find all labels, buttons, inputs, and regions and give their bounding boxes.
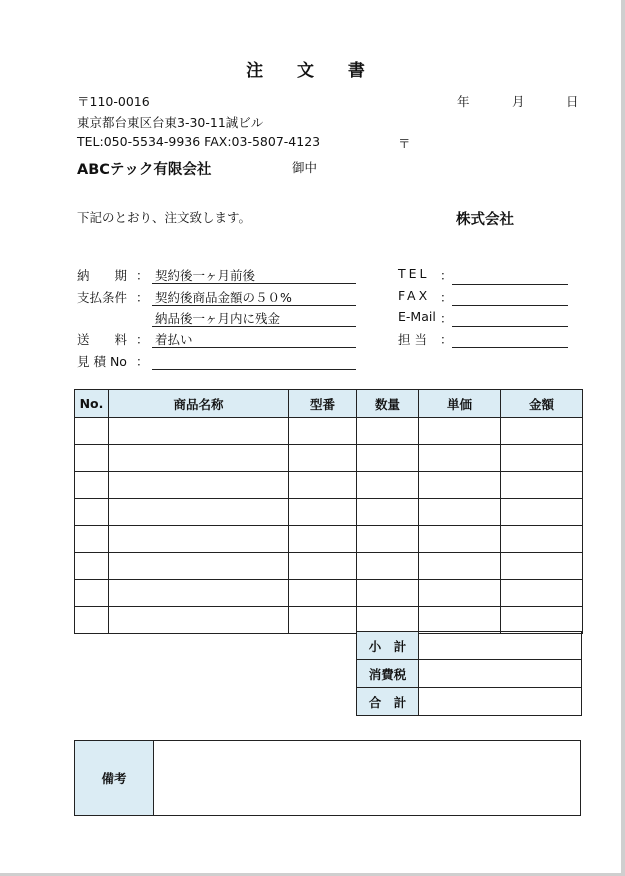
page-edge-right <box>621 0 625 876</box>
order-table-header <box>75 390 583 418</box>
cell-amount[interactable] <box>501 445 583 472</box>
cell-product-name[interactable] <box>109 580 289 607</box>
order-table-body <box>75 418 583 634</box>
email-underline <box>452 326 568 327</box>
table-row <box>75 526 583 553</box>
cell-product-name[interactable] <box>109 418 289 445</box>
cell-model-number[interactable] <box>289 499 357 526</box>
cell-product-name[interactable] <box>109 445 289 472</box>
cell-amount[interactable] <box>501 499 583 526</box>
cell-amount[interactable] <box>501 580 583 607</box>
shipping-colon: ： <box>136 332 149 347</box>
tel-colon: ： <box>440 268 453 283</box>
cell-unit-price[interactable] <box>419 553 501 580</box>
header-unit-price: 単価 <box>419 390 501 418</box>
cell-amount[interactable] <box>501 553 583 580</box>
table-row <box>75 580 583 607</box>
cell-no[interactable] <box>75 472 109 499</box>
cell-product-name[interactable] <box>109 553 289 580</box>
cell-model-number[interactable] <box>289 553 357 580</box>
cell-quantity[interactable] <box>357 553 419 580</box>
payment-value-1: 契約後商品金額の５０% <box>155 290 292 305</box>
shipping-label: 送 料 <box>77 332 128 347</box>
email-label: E-Mail <box>398 309 436 324</box>
estimate-underline <box>152 369 356 370</box>
tax-label: 消費税 <box>357 660 419 688</box>
document-title: 注 文 書 <box>246 61 379 81</box>
person-underline <box>452 347 568 348</box>
table-row <box>75 472 583 499</box>
cell-quantity[interactable] <box>357 472 419 499</box>
cell-no[interactable] <box>75 526 109 553</box>
recipient-honorific: 御中 <box>292 160 318 175</box>
table-row <box>75 418 583 445</box>
remarks-box <box>74 740 581 816</box>
cell-no[interactable] <box>75 499 109 526</box>
cell-no[interactable] <box>75 607 109 634</box>
tax-value[interactable] <box>419 660 582 688</box>
cell-no[interactable] <box>75 580 109 607</box>
cell-model-number[interactable] <box>289 607 357 634</box>
header-quantity: 数量 <box>357 390 419 418</box>
payment-underline-1 <box>152 305 356 306</box>
shipping-value: 着払い <box>155 332 193 347</box>
cell-unit-price[interactable] <box>419 526 501 553</box>
cell-quantity[interactable] <box>357 499 419 526</box>
recipient-address: 東京都台東区台東3-30-11誠ビル <box>77 115 264 130</box>
person-colon: ： <box>440 332 453 347</box>
header-product-name: 商品名称 <box>109 390 289 418</box>
recipient-postal: 〒110-0016 <box>77 94 150 109</box>
header-no: No. <box>75 390 109 418</box>
cell-product-name[interactable] <box>109 472 289 499</box>
cell-unit-price[interactable] <box>419 445 501 472</box>
payment-underline-2 <box>152 326 356 327</box>
cell-unit-price[interactable] <box>419 580 501 607</box>
cell-quantity[interactable] <box>357 580 419 607</box>
table-row <box>75 445 583 472</box>
intro-text: 下記のとおり、注文致します。 <box>77 210 252 225</box>
cell-model-number[interactable] <box>289 418 357 445</box>
cell-quantity[interactable] <box>357 526 419 553</box>
summary-table <box>356 631 582 716</box>
table-row <box>75 607 583 634</box>
cell-model-number[interactable] <box>289 445 357 472</box>
payment-value-2: 納品後一ヶ月内に残金 <box>155 311 281 326</box>
person-label: 担 当 <box>398 332 427 347</box>
cell-quantity[interactable] <box>357 607 419 634</box>
cell-model-number[interactable] <box>289 580 357 607</box>
cell-unit-price[interactable] <box>419 418 501 445</box>
sender-postal-mark: 〒 <box>398 136 411 151</box>
recipient-tel-fax: TEL:050-5534-9936 FAX:03-5807-4123 <box>77 134 321 149</box>
payment-label: 支払条件 <box>77 290 128 305</box>
order-table <box>74 389 583 634</box>
cell-amount[interactable] <box>501 472 583 499</box>
email-colon: ： <box>440 311 453 326</box>
estimate-colon: ： <box>136 354 149 369</box>
fax-colon: ： <box>440 290 453 305</box>
cell-product-name[interactable] <box>109 526 289 553</box>
cell-amount[interactable] <box>501 418 583 445</box>
header-model-number: 型番 <box>289 390 357 418</box>
cell-amount[interactable] <box>501 607 583 634</box>
subtotal-label: 小 計 <box>357 632 419 660</box>
cell-product-name[interactable] <box>109 499 289 526</box>
cell-unit-price[interactable] <box>419 472 501 499</box>
sender-company: 株式会社 <box>456 212 514 228</box>
cell-model-number[interactable] <box>289 472 357 499</box>
tel-label: TEL <box>398 266 430 281</box>
tel-underline <box>452 284 568 285</box>
delivery-colon: ： <box>136 268 149 283</box>
delivery-value: 契約後一ヶ月前後 <box>155 268 256 283</box>
table-row <box>75 553 583 580</box>
cell-amount[interactable] <box>501 526 583 553</box>
cell-quantity[interactable] <box>357 418 419 445</box>
cell-no[interactable] <box>75 445 109 472</box>
recipient-company: ABCテック有限会社 <box>77 162 212 178</box>
payment-colon: ： <box>136 290 149 305</box>
delivery-underline <box>152 283 356 284</box>
total-value[interactable] <box>419 688 582 716</box>
cell-unit-price[interactable] <box>419 499 501 526</box>
cell-product-name[interactable] <box>109 607 289 634</box>
subtotal-value[interactable] <box>419 632 582 660</box>
cell-unit-price[interactable] <box>419 607 501 634</box>
date-year: 年 <box>457 94 470 109</box>
remarks-label: 備考 <box>75 741 154 815</box>
estimate-label: 見 積 No <box>77 354 127 369</box>
header-amount: 金額 <box>501 390 583 418</box>
delivery-label: 納 期 <box>77 268 128 283</box>
table-row <box>75 499 583 526</box>
date-day: 日 <box>566 94 579 109</box>
cell-no[interactable] <box>75 553 109 580</box>
cell-no[interactable] <box>75 418 109 445</box>
date-month: 月 <box>512 94 525 109</box>
total-label: 合 計 <box>357 688 419 716</box>
cell-quantity[interactable] <box>357 445 419 472</box>
cell-model-number[interactable] <box>289 526 357 553</box>
shipping-underline <box>152 347 356 348</box>
fax-underline <box>452 305 568 306</box>
fax-label: FAX <box>398 288 431 303</box>
